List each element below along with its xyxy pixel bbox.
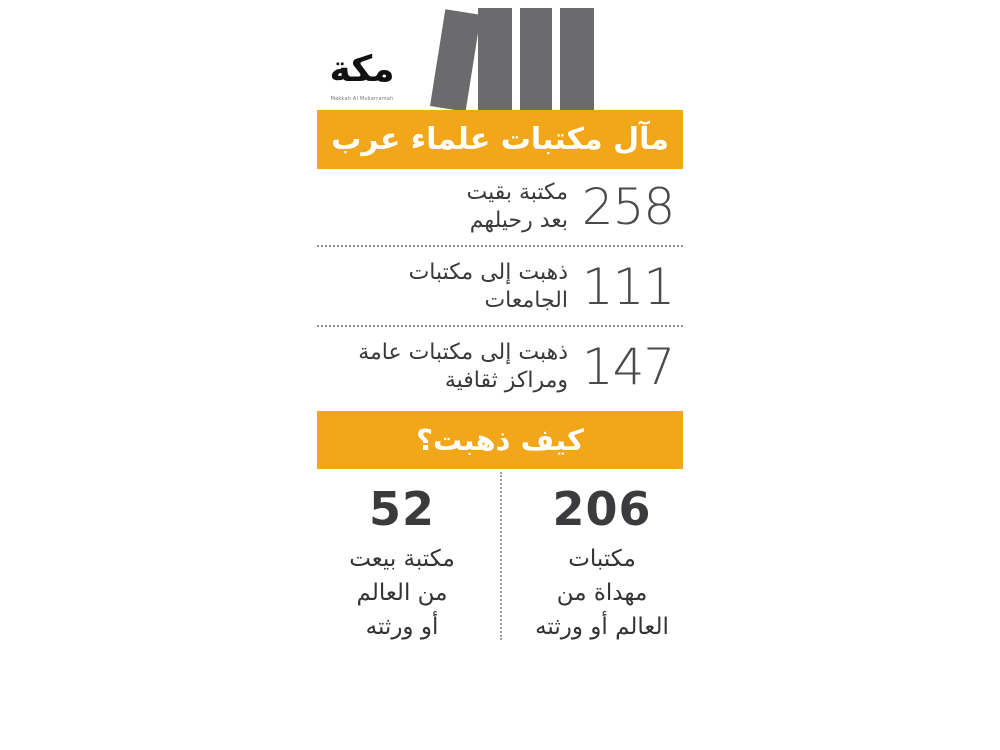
column-sold — [312, 478, 492, 644]
column-number: 206 — [552, 482, 652, 536]
stat-number: 147 — [581, 338, 675, 396]
column-label: مكتبة بيعت من العالم أو ورثته — [349, 546, 455, 640]
stat-label: مكتبة بقيت بعد رحيلهم — [466, 180, 568, 233]
dotted-divider — [317, 325, 683, 327]
section-banner — [317, 411, 683, 469]
stat-row — [317, 257, 683, 321]
section-title: كيف ذهبت؟ — [416, 423, 584, 457]
stat-row — [317, 337, 683, 401]
stat-label: ذهبت إلى مكتبات عامة ومراكز ثقافية — [358, 340, 568, 393]
dotted-divider — [317, 245, 683, 247]
column-number: 52 — [368, 482, 435, 536]
stat-row — [317, 177, 683, 241]
column-donated — [512, 478, 692, 644]
vertical-dotted-divider — [500, 472, 502, 640]
book-spine-icon — [478, 8, 512, 110]
tilted-book-icon — [430, 9, 481, 111]
stat-label: ذهبت إلى مكتبات الجامعات — [408, 260, 568, 313]
book-spine-icon — [560, 8, 594, 110]
book-spine-icon — [520, 8, 552, 110]
stat-number: 258 — [581, 178, 675, 236]
stat-number: 111 — [581, 258, 675, 316]
logo-tagline: Makkah Al Mukarramah — [330, 96, 394, 102]
makkah-logo — [312, 49, 412, 104]
books-icon — [410, 4, 600, 110]
logo-wordmark: مكة — [329, 49, 395, 90]
column-label: مكتبات مهداة من العالم أو ورثته — [535, 546, 669, 640]
title-banner — [317, 110, 683, 169]
page-title: مآل مكتبات علماء عرب — [331, 122, 669, 157]
